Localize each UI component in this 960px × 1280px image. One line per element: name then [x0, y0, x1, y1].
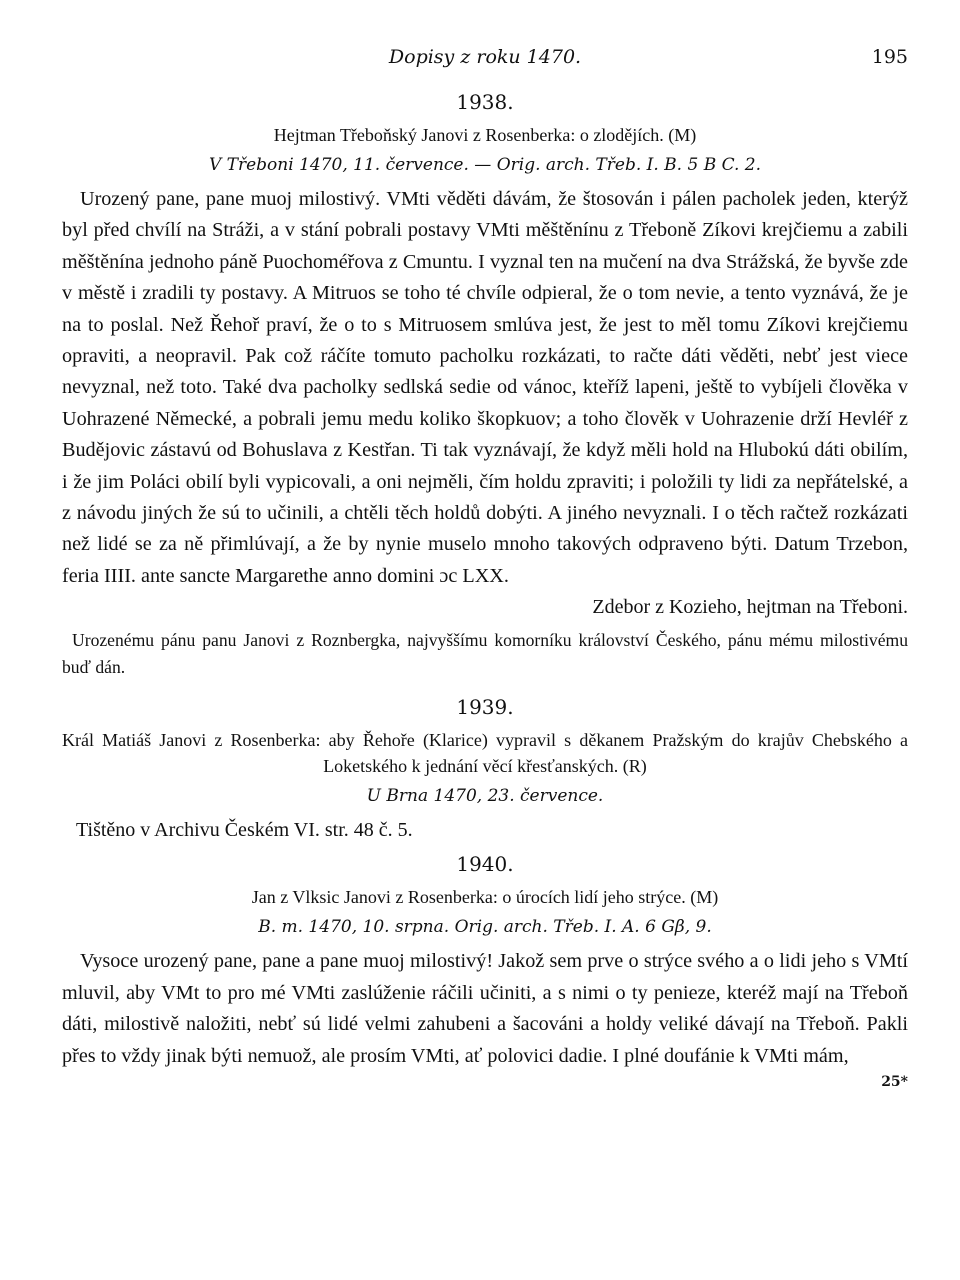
entry-number: 1940.: [456, 852, 514, 877]
entry-1938: [62, 90, 908, 681]
letter-body: [62, 946, 908, 1072]
entry-number: 1938.: [456, 90, 514, 114]
entry-source: U Brna 1470, 23. července.: [366, 786, 604, 807]
page: [62, 40, 908, 1090]
entry-1940: [62, 852, 908, 1072]
letter-body: [62, 184, 908, 592]
entry-source: V Třeboni 1470, 11. července. — Orig. arch. Třeb. I. B. 5 B C. 2.: [208, 155, 762, 175]
entry-number: 1939.: [456, 695, 514, 720]
letter-address: [62, 627, 908, 681]
entry-heading: Jan z Vlksic Janovi z Rosenberka: o úrocích lidí jeho strýce. (M): [251, 887, 719, 908]
entry-heading: Král Matiáš Janovi z Rosenberka: aby Řehoře (Klarice) vypravil s děkanem Pražským do krajův Chebského a Loketského k jednání věcí křesťanských. (R): [62, 730, 908, 777]
running-title: Dopisy z roku 1470.: [388, 46, 582, 68]
printed-reference: [62, 819, 908, 842]
letter-body-text: Urozený pane, pane muoj milostivý. VMti věděti dávám, že štosován i pálen pacholek jeden, kterýž byl před chvílí na Stráži, a v stání pobrali postavy VMti měštěnínu z Třeboně Zíkovi krejčiemu a zabili měštěnína jednoho páně Puochoméřova z Cmuntu. I vyznal ten na mučení na dva Strážská, že byvše zde v městě i zradili ty postavy. A Mitruos se toho té chvíle odpieral, že o tom nevie, a tento vyznává, že je na to poslal. Než Řehoř praví, že o to s Mitruosem smlúva jest, že jest to měl tomu Zíkovi krejčiemu opraviti, a neopravil. Pak což ráčíte tomuto pacholku rozkázati, to račte dáti věděti, nebť jest viece nevyznal, než toto. Také dva pacholky sedlská sedie od vánoc, kteříž lapeni, ještě to vybíjeli člověka v Uohrazené Německé, a pobrali jemu medu koliko škopkuov; a toho člověk v Uohrazenie drží Hevléř z Budějovic zástavú od Bohuslava z Kestřan. Ti tak vyznávají, že když měli hold na Hlubokú dáti obilím, i že jim Poláci obilí byli vypicovali, a oni nejměli, čím holdu zpraviti; i položili ty lidi za nepřátelské, a z návodu jiných že sú to učinili, a chtěli těch holdů dobýti. A jiného nevyznali. I o těch račtež rozkázati než lidé se za ně přimlúvají, a že by nynie muselo mnoho takových odpraveno býti. Datum Trzebon, feria IIII. ante sancte Margarethe anno domini ɔc LXX.: [62, 188, 908, 587]
printed-reference-text: Tištěno v Archivu Českém VI. str. 48 č. 5.: [76, 819, 413, 842]
letter-signature: Zdebor z Kozieho, hejtman na Třeboni.: [592, 596, 908, 619]
entry-1939: [62, 695, 908, 842]
page-number: 195: [871, 46, 908, 68]
page-header: [62, 40, 908, 80]
entry-source: B. m. 1470, 10. srpna. Orig. arch. Třeb. I. A. 6 Gβ, 9.: [258, 917, 712, 938]
letter-body-text: Vysoce urozený pane, pane a pane muoj milostivý! Jakož sem prve o strýce svého a o lidi jeho s VMtí mluvil, aby VMt to pro mé VMti zaslúženie ráčili učiniti, a s nimi o ty penieze, kteréž mají na Třeboň dáti, milostivě naložiti, nebť sú lidé velmi zahubeni a šacováni a holdy veliké dávají na Třeboň. Pakli přes to vždy jinak býti nemuož, ale prosím VMti, ať polovici dadie. I plné doufánie k VMti mám,: [62, 950, 908, 1067]
signature-mark: 25*: [881, 1073, 908, 1090]
letter-address-text: Urozenému pánu panu Janovi z Roznbergka, najvyššímu komorníku království Českého, pánu mému milostivému buď dán.: [62, 630, 908, 678]
entry-heading: Hejtman Třeboňský Janovi z Rosenberka: o zlodějích. (M): [273, 125, 697, 145]
